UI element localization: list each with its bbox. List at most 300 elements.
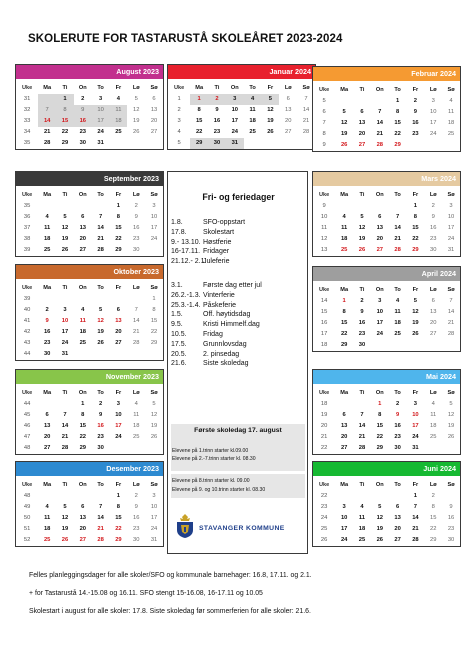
week-row — [313, 524, 460, 535]
day-header: Sø — [447, 482, 455, 488]
week-number: 18 — [320, 401, 328, 407]
day-cell: 22 — [115, 236, 122, 242]
day-cell: 4 — [342, 214, 346, 220]
week-number: 26 — [320, 537, 328, 543]
day-cell: 12 — [97, 318, 104, 324]
day-header: Ma — [340, 287, 349, 293]
day-header: Lø — [132, 285, 140, 291]
holiday-label: Første dag etter jul — [203, 281, 262, 289]
day-cell: 20 — [79, 236, 87, 242]
first-day-line: Elevene på 9. og 10.trinn starter kl. 08.30 — [172, 487, 266, 493]
day-cell: 10 — [447, 214, 455, 220]
day-cell: 31 — [447, 247, 455, 253]
day-cell: 5 — [378, 504, 382, 510]
day-cell: 18 — [43, 236, 51, 242]
day-cell: 21 — [61, 434, 69, 440]
day-header: To — [394, 87, 401, 93]
day-cell: 23 — [79, 129, 87, 135]
day-cell: 19 — [133, 118, 140, 124]
day-cell: 15 — [376, 423, 384, 429]
day-header: Fr — [412, 390, 419, 396]
day-cell — [353, 201, 371, 212]
day-cell: 26 — [97, 340, 104, 346]
calendar-november — [15, 369, 164, 455]
day-cell: 23 — [133, 526, 140, 532]
week-row — [16, 201, 163, 212]
day-cell: 11 — [44, 515, 51, 521]
week-row — [313, 421, 460, 432]
day-cell: 13 — [150, 107, 158, 113]
day-header: Sø — [150, 85, 158, 91]
day-cell: 16 — [394, 423, 401, 429]
day-header: Ti — [62, 85, 68, 91]
day-cell: 6 — [286, 96, 290, 102]
day-cell: 8 — [431, 504, 435, 510]
calendar-oktober — [15, 264, 164, 361]
day-cell: 30 — [208, 138, 226, 149]
day-cell: 29 — [61, 140, 69, 146]
day-header-row — [313, 85, 460, 96]
day-cell: 2 — [413, 98, 418, 104]
day-cell: 31 — [61, 351, 69, 357]
day-cell — [145, 138, 163, 149]
day-cell — [74, 294, 92, 305]
day-cell: 17 — [115, 423, 122, 429]
week-number: 4 — [177, 129, 181, 135]
day-cell: 14 — [394, 225, 401, 231]
day-header-row — [16, 283, 163, 294]
day-cell: 4 — [360, 504, 364, 510]
day-header: Ti — [359, 482, 365, 488]
day-header: Uke — [22, 285, 33, 291]
holiday-label: Høstferie — [203, 238, 232, 246]
day-header: Lø — [429, 87, 437, 93]
day-cell: 25 — [340, 247, 348, 253]
day-cell: 10 — [92, 105, 110, 116]
day-cell: 20 — [340, 434, 348, 440]
day-cell: 2 — [134, 203, 138, 209]
day-cell: 8 — [342, 309, 346, 315]
day-cell: 18 — [358, 526, 366, 532]
day-cell: 16 — [358, 320, 366, 326]
day-cell — [92, 201, 110, 212]
day-cell: 13 — [79, 225, 87, 231]
day-header: On — [78, 85, 87, 91]
day-cell: 18 — [249, 118, 256, 124]
day-cell: 26 — [150, 434, 158, 440]
holiday-label: Siste skoledag — [203, 360, 249, 368]
week-row — [313, 212, 460, 223]
day-header-row — [168, 83, 315, 94]
week-row — [313, 223, 460, 234]
day-cell — [244, 138, 262, 149]
week-row — [313, 340, 460, 351]
day-cell: 24 — [412, 434, 419, 440]
day-cell: 8 — [116, 504, 121, 510]
day-header: Ma — [340, 192, 349, 198]
holiday-date: 17.8. — [171, 228, 187, 236]
day-cell: 7 — [449, 298, 453, 304]
day-cell: 10 — [231, 107, 239, 113]
week-row — [313, 201, 460, 212]
week-number: 19 — [320, 412, 328, 418]
day-cell — [145, 349, 163, 360]
holiday-label: Vinterferie — [203, 291, 235, 299]
day-cell — [127, 294, 145, 305]
day-cell — [56, 201, 74, 212]
holiday-row — [171, 228, 307, 238]
page-title: SKOLERUTE FOR TASTARUSTÅ SKOLEÅRET 2023-2024 — [28, 33, 343, 45]
day-cell: 1 — [413, 493, 418, 499]
day-cell: 22 — [430, 526, 437, 532]
week-row — [16, 327, 163, 338]
day-cell: 2 — [98, 401, 103, 407]
week-number: 6 — [322, 109, 326, 115]
month-header: Mai 2024 — [313, 370, 460, 384]
holiday-label: Grunnlovsdag — [203, 340, 247, 348]
day-cell: 19 — [447, 423, 455, 429]
day-cell: 17 — [150, 515, 158, 521]
week-number: 20 — [320, 423, 328, 429]
first-school-day-box — [171, 424, 305, 471]
day-header: On — [78, 285, 87, 291]
day-header: Ma — [195, 85, 204, 91]
week-number: 1 — [177, 96, 181, 102]
week-row — [16, 305, 163, 316]
day-cell: 22 — [150, 329, 158, 335]
day-cell: 29 — [430, 537, 437, 543]
month-header: April 2024 — [313, 267, 460, 281]
holiday-row — [171, 257, 307, 267]
day-cell: 3 — [431, 98, 435, 104]
day-cell: 27 — [43, 445, 51, 451]
day-cell: 2 — [81, 96, 85, 102]
day-cell: 9 — [45, 318, 49, 324]
calendar-februar — [312, 66, 461, 152]
week-number: 51 — [23, 526, 31, 532]
week-row — [16, 432, 163, 443]
week-number: 41 — [23, 318, 31, 324]
day-cell: 10 — [376, 309, 384, 315]
day-header: Sø — [150, 390, 158, 396]
day-cell — [389, 340, 407, 351]
week-number: 12 — [320, 236, 328, 242]
day-cell: 19 — [376, 526, 384, 532]
day-cell: 8 — [197, 107, 201, 113]
day-cell — [371, 96, 389, 107]
day-cell: 24 — [97, 129, 104, 135]
day-header: Ma — [43, 390, 52, 396]
day-cell: 5 — [342, 109, 346, 115]
day-cell: 27 — [358, 142, 366, 148]
day-cell: 20 — [394, 526, 401, 532]
holiday-date: 21.12.- 2.1. — [171, 258, 207, 266]
day-cell: 16 — [447, 515, 455, 521]
holiday-row — [171, 281, 307, 291]
day-cell: 19 — [61, 526, 69, 532]
week-number: 22 — [320, 493, 328, 499]
week-row — [16, 127, 163, 138]
day-cell: 3 — [116, 401, 121, 407]
day-cell — [389, 491, 407, 502]
day-cell: 20 — [285, 118, 292, 124]
day-cell: 18 — [394, 320, 401, 326]
day-cell: 2 — [45, 307, 49, 313]
week-number: 43 — [23, 340, 31, 346]
day-header: Fr — [412, 287, 419, 293]
week-row — [313, 432, 460, 443]
day-cell: 9 — [431, 214, 435, 220]
day-header: Fr — [115, 85, 122, 91]
first-school-day-box-2 — [171, 474, 305, 498]
day-cell: 26 — [358, 247, 366, 253]
holiday-label: Påskeferie — [203, 301, 237, 309]
day-cell: 22 — [115, 526, 122, 532]
week-number: 24 — [320, 515, 328, 521]
day-cell: 8 — [413, 214, 418, 220]
day-cell: 13 — [43, 423, 51, 429]
holiday-label: SFO-oppstart — [203, 219, 246, 226]
week-number: 18 — [320, 342, 328, 348]
week-number: 13 — [320, 247, 328, 253]
day-header: To — [97, 285, 104, 291]
day-header: Uke — [319, 87, 330, 93]
holiday-list — [171, 218, 307, 369]
day-cell: 14 — [97, 225, 104, 231]
day-cell: 20 — [79, 526, 87, 532]
day-cell — [424, 340, 442, 351]
day-cell: 25 — [79, 340, 87, 346]
week-row — [16, 524, 163, 535]
day-header: Ma — [43, 285, 52, 291]
day-cell: 4 — [116, 96, 121, 102]
month-header: November 2023 — [16, 370, 163, 384]
day-cell: 11 — [394, 309, 401, 315]
day-cell: 20 — [430, 320, 437, 326]
day-cell — [442, 443, 460, 454]
week-row — [16, 513, 163, 524]
day-cell: 28 — [97, 247, 104, 253]
day-cell: 2 — [395, 401, 400, 407]
day-header: Sø — [150, 285, 158, 291]
day-cell: 25 — [358, 537, 366, 543]
day-cell: 16 — [74, 116, 92, 127]
calendar-august — [15, 64, 164, 150]
day-cell — [56, 399, 74, 410]
day-cell: 24 — [447, 236, 455, 242]
week-number: 38 — [23, 236, 31, 242]
holiday-label: Fridag — [203, 330, 223, 338]
first-day-line: Elevene på 1.trinn starter kl.09.00 — [172, 448, 249, 454]
day-cell: 23 — [430, 236, 437, 242]
day-cell: 15 — [430, 515, 437, 521]
day-cell: 5 — [63, 504, 67, 510]
day-cell — [442, 340, 460, 351]
day-header: On — [230, 85, 239, 91]
week-row — [313, 129, 460, 140]
week-row — [313, 96, 460, 107]
day-header: Ti — [214, 85, 220, 91]
day-cell: 7 — [360, 412, 364, 418]
day-cell: 19 — [358, 236, 366, 242]
holiday-label: Off. høytidsdag — [203, 311, 251, 319]
day-cell: 2 — [360, 298, 364, 304]
day-cell: 9 — [98, 412, 103, 418]
holidays-title: Fri- og feriedager — [202, 192, 275, 202]
day-cell — [371, 340, 389, 351]
day-cell: 4 — [449, 98, 453, 104]
day-cell: 5 — [449, 401, 453, 407]
day-header: Lø — [132, 192, 140, 198]
day-cell — [371, 201, 389, 212]
day-cell: 26 — [447, 434, 455, 440]
day-cell: 17 — [430, 120, 437, 126]
day-cell: 15 — [195, 118, 203, 124]
day-cell: 7 — [63, 412, 67, 418]
week-row — [16, 502, 163, 513]
day-header: Ma — [43, 192, 52, 198]
day-cell: 1 — [116, 493, 121, 499]
day-cell: 7 — [304, 96, 308, 102]
day-cell: 7 — [413, 504, 418, 510]
day-header: Sø — [447, 287, 455, 293]
day-cell: 18 — [79, 329, 87, 335]
day-cell — [110, 349, 128, 360]
day-cell: 14 — [61, 423, 69, 429]
week-row — [16, 245, 163, 256]
day-cell — [424, 443, 442, 454]
day-cell: 21 — [302, 118, 310, 124]
day-cell: 19 — [150, 423, 158, 429]
day-cell: 21 — [376, 131, 384, 137]
holiday-row — [171, 291, 307, 301]
month-header: September 2023 — [16, 172, 163, 186]
day-cell: 11 — [110, 105, 128, 116]
day-cell — [335, 399, 353, 410]
day-cell: 11 — [430, 412, 437, 418]
week-number: 5 — [177, 140, 181, 146]
first-day-line: Elevene på 2.-7.trinn starter kl. 08.30 — [172, 456, 256, 462]
week-row — [16, 535, 163, 546]
day-cell — [74, 349, 92, 360]
day-cell: 7 — [98, 214, 103, 220]
day-header: To — [394, 390, 401, 396]
day-cell: 29 — [412, 247, 419, 253]
day-cell: 11 — [79, 318, 86, 324]
day-cell: 5 — [360, 214, 364, 220]
week-number: 16 — [320, 320, 328, 326]
day-cell: 6 — [395, 504, 400, 510]
week-number: 49 — [23, 504, 31, 510]
day-cell: 13 — [115, 318, 122, 324]
holiday-label: Juleferie — [203, 258, 230, 266]
day-cell: 25 — [133, 434, 140, 440]
day-cell: 10 — [412, 412, 419, 418]
day-cell: 10 — [61, 318, 69, 324]
week-row — [168, 94, 315, 105]
day-cell: 26 — [412, 331, 419, 337]
day-cell: 15 — [115, 515, 122, 521]
day-header-row — [16, 190, 163, 201]
week-row — [313, 329, 460, 340]
week-number: 45 — [23, 412, 31, 418]
day-cell: 30 — [394, 445, 401, 451]
calendar-juni — [312, 461, 461, 547]
day-cell: 6 — [431, 298, 435, 304]
day-header: Uke — [22, 192, 33, 198]
day-cell: 17 — [92, 116, 110, 127]
week-row — [16, 349, 163, 360]
day-cell: 5 — [262, 94, 280, 105]
holiday-gap — [171, 267, 307, 281]
day-cell: 28 — [447, 331, 455, 337]
day-cell: 27 — [394, 537, 401, 543]
day-cell: 13 — [376, 225, 384, 231]
day-cell: 3 — [152, 493, 156, 499]
day-cell — [442, 491, 460, 502]
week-number: 21 — [320, 434, 328, 440]
week-row — [16, 212, 163, 223]
day-cell — [389, 201, 407, 212]
day-header: Ti — [62, 482, 68, 488]
day-cell — [407, 340, 425, 351]
day-cell: 25 — [43, 537, 51, 543]
day-cell: 6 — [342, 412, 346, 418]
week-number: 2 — [177, 107, 181, 113]
week-number: 35 — [23, 203, 31, 209]
day-cell: 4 — [45, 214, 49, 220]
day-cell: 7 — [134, 307, 138, 313]
day-header-row — [313, 190, 460, 201]
day-cell: 22 — [394, 131, 401, 137]
day-cell: 16 — [430, 225, 437, 231]
week-number: 52 — [23, 537, 31, 543]
day-cell: 15 — [150, 318, 158, 324]
day-cell: 28 — [394, 247, 401, 253]
day-cell: 10 — [150, 214, 158, 220]
month-header: Januar 2024 — [168, 65, 315, 79]
day-cell: 4 — [45, 504, 49, 510]
day-cell: 16 — [133, 225, 140, 231]
day-cell: 12 — [150, 412, 158, 418]
day-header-row — [313, 480, 460, 491]
day-header: Ti — [359, 287, 365, 293]
day-cell: 3 — [378, 298, 382, 304]
day-cell: 8 — [152, 307, 156, 313]
day-cell: 29 — [190, 138, 208, 149]
day-cell: 27 — [79, 247, 87, 253]
day-cell: 27 — [285, 129, 292, 135]
holiday-row — [171, 330, 307, 340]
day-cell: 13 — [340, 423, 348, 429]
day-cell: 9 — [134, 214, 138, 220]
day-cell: 16 — [43, 329, 51, 335]
day-cell: 6 — [45, 412, 49, 418]
day-cell: 15 — [340, 320, 348, 326]
week-number: 9 — [322, 203, 326, 209]
week-number: 39 — [23, 247, 31, 253]
calendar-mai — [312, 369, 461, 455]
week-row — [313, 307, 460, 318]
day-cell: 6 — [116, 307, 121, 313]
week-number: 8 — [322, 131, 326, 137]
day-cell: 11 — [341, 225, 348, 231]
week-row — [16, 294, 163, 305]
day-header: Ma — [340, 87, 349, 93]
day-header: To — [394, 192, 401, 198]
week-number: 48 — [23, 493, 31, 499]
day-cell: 5 — [134, 96, 138, 102]
